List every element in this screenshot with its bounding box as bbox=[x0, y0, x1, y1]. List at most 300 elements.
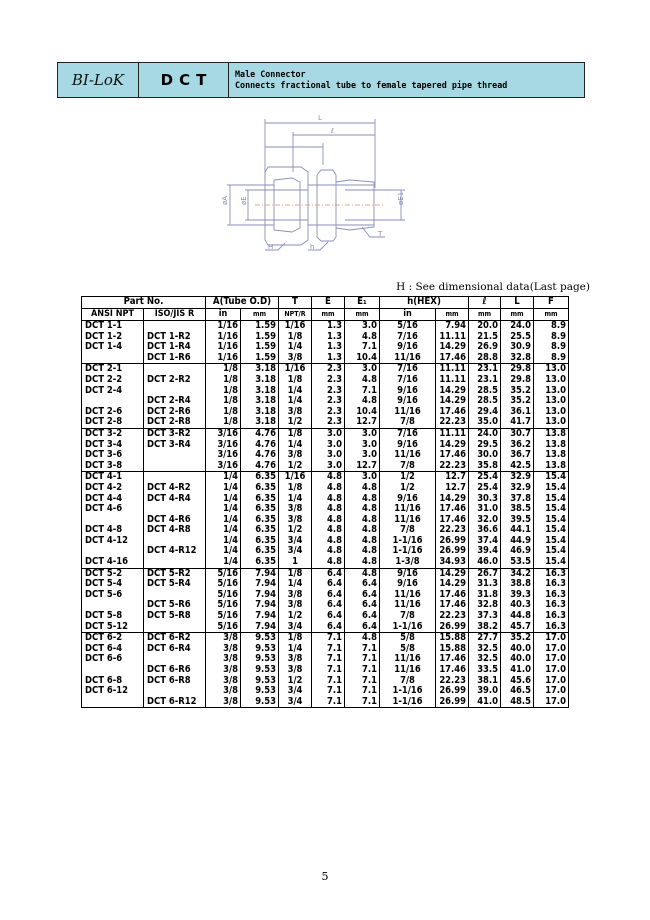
col-t: T bbox=[279, 297, 312, 309]
cell-l-big: 36.7 bbox=[501, 450, 534, 461]
unit-h-in: in bbox=[380, 309, 436, 321]
cell-iso-jis bbox=[144, 321, 206, 332]
cell-iso-jis: DCT 5-R6 bbox=[144, 600, 206, 611]
cell-h-mm: 11.11 bbox=[436, 428, 469, 439]
cell-f: 16.3 bbox=[534, 600, 569, 611]
cell-h-mm: 26.99 bbox=[436, 536, 469, 547]
cell-f: 15.4 bbox=[534, 557, 569, 568]
table-row bbox=[82, 461, 569, 472]
cell-h-in: 7/8 bbox=[380, 676, 436, 687]
cell-l-big: 32.9 bbox=[501, 483, 534, 494]
dim-label-E: øE bbox=[240, 196, 248, 205]
cell-f: 16.3 bbox=[534, 622, 569, 633]
cell-ansi-npt: DCT 2-6 bbox=[82, 407, 144, 418]
cell-h-in: 7/8 bbox=[380, 417, 436, 428]
table-row bbox=[82, 353, 569, 364]
unit-h-mm: mm bbox=[436, 309, 469, 321]
table-row bbox=[82, 557, 569, 568]
cell-l-big: 40.3 bbox=[501, 600, 534, 611]
cell-h-in: 11/16 bbox=[380, 654, 436, 665]
cell-a-in: 3/8 bbox=[206, 665, 241, 676]
cell-a-in: 1/16 bbox=[206, 332, 241, 343]
cell-h-in: 7/8 bbox=[380, 525, 436, 536]
cell-h-mm: 17.46 bbox=[436, 450, 469, 461]
cell-ansi-npt: DCT 6-8 bbox=[82, 676, 144, 687]
cell-a-mm: 7.94 bbox=[241, 590, 279, 601]
cell-l-big: 35.2 bbox=[501, 396, 534, 407]
cell-l-small: 32.5 bbox=[469, 644, 501, 655]
cell-ansi-npt: DCT 4-16 bbox=[82, 557, 144, 568]
cell-e: 2.3 bbox=[312, 364, 345, 375]
cell-e1: 3.0 bbox=[345, 472, 380, 483]
cell-e: 1.3 bbox=[312, 332, 345, 343]
cell-l-small: 26.9 bbox=[469, 342, 501, 353]
cell-t: 3/8 bbox=[279, 450, 312, 461]
cell-t: 1/2 bbox=[279, 676, 312, 687]
cell-h-mm: 14.29 bbox=[436, 386, 469, 397]
cell-h-mm: 22.23 bbox=[436, 525, 469, 536]
cell-h-in: 7/16 bbox=[380, 375, 436, 386]
cell-a-in: 5/16 bbox=[206, 579, 241, 590]
cell-f: 15.4 bbox=[534, 472, 569, 483]
cell-iso-jis: DCT 3-R4 bbox=[144, 440, 206, 451]
cell-l-big: 42.5 bbox=[501, 461, 534, 472]
cell-a-mm: 6.35 bbox=[241, 472, 279, 483]
cell-a-in: 1/4 bbox=[206, 504, 241, 515]
cell-ansi-npt: DCT 2-1 bbox=[82, 364, 144, 375]
col-e1: E₁ bbox=[345, 297, 380, 309]
cell-t: 1/4 bbox=[279, 386, 312, 397]
cell-ansi-npt: DCT 4-1 bbox=[82, 472, 144, 483]
unit-l-small: mm bbox=[469, 309, 501, 321]
cell-ansi-npt: DCT 2-4 bbox=[82, 386, 144, 397]
cell-h-in: 11/16 bbox=[380, 590, 436, 601]
cell-f: 8.9 bbox=[534, 321, 569, 332]
cell-a-mm: 9.53 bbox=[241, 697, 279, 708]
col-tube-od: A(Tube O.D) bbox=[206, 297, 279, 309]
cell-t: 1/8 bbox=[279, 428, 312, 439]
cell-l-small: 32.0 bbox=[469, 515, 501, 526]
cell-a-mm: 6.35 bbox=[241, 525, 279, 536]
cell-t: 3/8 bbox=[279, 515, 312, 526]
cell-e: 7.1 bbox=[312, 686, 345, 697]
cell-e: 7.1 bbox=[312, 654, 345, 665]
unit-t: NPT/R bbox=[279, 309, 312, 321]
cell-h-in: 1-1/16 bbox=[380, 536, 436, 547]
cell-e: 1.3 bbox=[312, 321, 345, 332]
cell-l-big: 39.5 bbox=[501, 515, 534, 526]
cell-e1: 3.0 bbox=[345, 450, 380, 461]
cell-t: 1/4 bbox=[279, 342, 312, 353]
cell-f: 8.9 bbox=[534, 332, 569, 343]
cell-e: 6.4 bbox=[312, 579, 345, 590]
cell-e: 4.8 bbox=[312, 515, 345, 526]
cell-l-big: 44.1 bbox=[501, 525, 534, 536]
cell-ansi-npt: DCT 4-2 bbox=[82, 483, 144, 494]
cell-h-in: 11/16 bbox=[380, 407, 436, 418]
cell-a-mm: 7.94 bbox=[241, 568, 279, 579]
cell-iso-jis bbox=[144, 450, 206, 461]
product-description bbox=[229, 63, 584, 97]
cell-h-mm: 7.94 bbox=[436, 321, 469, 332]
cell-a-in: 5/16 bbox=[206, 600, 241, 611]
cell-iso-jis: DCT 6-R12 bbox=[144, 697, 206, 708]
cell-h-in: 5/8 bbox=[380, 633, 436, 644]
cell-f: 15.4 bbox=[534, 515, 569, 526]
cell-ansi-npt: DCT 3-8 bbox=[82, 461, 144, 472]
cell-h-mm: 17.46 bbox=[436, 353, 469, 364]
cell-t: 3/8 bbox=[279, 600, 312, 611]
cell-a-mm: 3.18 bbox=[241, 407, 279, 418]
cell-h-in: 9/16 bbox=[380, 440, 436, 451]
cell-t: 3/8 bbox=[279, 654, 312, 665]
cell-l-small: 38.2 bbox=[469, 622, 501, 633]
cell-a-in: 3/16 bbox=[206, 450, 241, 461]
cell-h-mm: 26.99 bbox=[436, 546, 469, 557]
cell-h-in: 11/16 bbox=[380, 353, 436, 364]
cell-h-in: 9/16 bbox=[380, 579, 436, 590]
cell-h-in: 1-1/16 bbox=[380, 686, 436, 697]
cell-t: 3/8 bbox=[279, 504, 312, 515]
cell-l-small: 31.3 bbox=[469, 579, 501, 590]
cell-h-mm: 17.46 bbox=[436, 590, 469, 601]
col-l-small: ℓ bbox=[469, 297, 501, 309]
cell-e: 6.4 bbox=[312, 622, 345, 633]
cell-a-mm: 9.53 bbox=[241, 644, 279, 655]
cell-l-small: 24.0 bbox=[469, 428, 501, 439]
unit-e: mm bbox=[312, 309, 345, 321]
cell-ansi-npt: DCT 1-2 bbox=[82, 332, 144, 343]
unit-a-in: in bbox=[206, 309, 241, 321]
cell-h-mm: 17.46 bbox=[436, 515, 469, 526]
cell-l-big: 36.1 bbox=[501, 407, 534, 418]
cell-l-big: 38.8 bbox=[501, 579, 534, 590]
cell-t: 1/2 bbox=[279, 417, 312, 428]
cell-l-small: 35.0 bbox=[469, 417, 501, 428]
cell-e1: 4.8 bbox=[345, 504, 380, 515]
cell-h-mm: 14.29 bbox=[436, 440, 469, 451]
cell-f: 8.9 bbox=[534, 353, 569, 364]
cell-h-in: 9/16 bbox=[380, 396, 436, 407]
product-code: DCT bbox=[139, 63, 229, 97]
cell-l-small: 37.4 bbox=[469, 536, 501, 547]
cell-ansi-npt: DCT 6-4 bbox=[82, 644, 144, 655]
cell-a-mm: 1.59 bbox=[241, 321, 279, 332]
cell-h-mm: 17.46 bbox=[436, 504, 469, 515]
cell-f: 13.8 bbox=[534, 428, 569, 439]
col-hex: h(HEX) bbox=[380, 297, 469, 309]
cell-iso-jis bbox=[144, 622, 206, 633]
cell-h-in: 9/16 bbox=[380, 568, 436, 579]
cell-a-in: 3/16 bbox=[206, 428, 241, 439]
cell-l-big: 30.7 bbox=[501, 428, 534, 439]
table-row bbox=[82, 321, 569, 332]
cell-a-in: 1/8 bbox=[206, 407, 241, 418]
cell-h-in: 11/16 bbox=[380, 450, 436, 461]
cell-a-mm: 3.18 bbox=[241, 417, 279, 428]
cell-iso-jis: DCT 3-R2 bbox=[144, 428, 206, 439]
cell-f: 8.9 bbox=[534, 342, 569, 353]
cell-f: 13.8 bbox=[534, 450, 569, 461]
cell-h-in: 9/16 bbox=[380, 494, 436, 505]
cell-h-mm: 12.7 bbox=[436, 472, 469, 483]
cell-t: 3/8 bbox=[279, 590, 312, 601]
cell-h-in: 1-1/16 bbox=[380, 546, 436, 557]
cell-l-big: 44.9 bbox=[501, 536, 534, 547]
dim-label-E1: øE1 bbox=[397, 191, 405, 205]
cell-a-in: 1/8 bbox=[206, 386, 241, 397]
cell-a-mm: 3.18 bbox=[241, 386, 279, 397]
cell-e1: 4.8 bbox=[345, 546, 380, 557]
cell-a-mm: 9.53 bbox=[241, 686, 279, 697]
dim-label-T: T bbox=[378, 230, 383, 238]
cell-a-in: 3/8 bbox=[206, 676, 241, 687]
cell-e: 4.8 bbox=[312, 536, 345, 547]
cell-l-big: 36.2 bbox=[501, 440, 534, 451]
cell-a-in: 1/4 bbox=[206, 557, 241, 568]
col-ansi-npt: ANSI NPT bbox=[82, 309, 144, 321]
cell-l-big: 29.8 bbox=[501, 375, 534, 386]
cell-h-in: 11/16 bbox=[380, 665, 436, 676]
cell-ansi-npt: DCT 4-12 bbox=[82, 536, 144, 547]
cell-h-mm: 12.7 bbox=[436, 483, 469, 494]
cell-e: 4.8 bbox=[312, 472, 345, 483]
cell-ansi-npt: DCT 6-6 bbox=[82, 654, 144, 665]
cell-l-big: 30.9 bbox=[501, 342, 534, 353]
cell-a-mm: 3.18 bbox=[241, 375, 279, 386]
cell-e: 3.0 bbox=[312, 428, 345, 439]
cell-iso-jis: DCT 2-R4 bbox=[144, 396, 206, 407]
cell-a-mm: 6.35 bbox=[241, 515, 279, 526]
cell-h-in: 7/16 bbox=[380, 364, 436, 375]
cell-t: 1/16 bbox=[279, 364, 312, 375]
cell-l-small: 39.0 bbox=[469, 686, 501, 697]
cell-ansi-npt: DCT 5-2 bbox=[82, 568, 144, 579]
cell-l-small: 36.6 bbox=[469, 525, 501, 536]
cell-l-small: 38.1 bbox=[469, 676, 501, 687]
cell-e1: 10.4 bbox=[345, 407, 380, 418]
cell-e1: 3.0 bbox=[345, 428, 380, 439]
cell-e1: 4.8 bbox=[345, 396, 380, 407]
cell-t: 1/8 bbox=[279, 568, 312, 579]
cell-f: 15.4 bbox=[534, 525, 569, 536]
cell-a-mm: 1.59 bbox=[241, 332, 279, 343]
cell-l-big: 40.0 bbox=[501, 644, 534, 655]
cell-h-in: 7/16 bbox=[380, 428, 436, 439]
cell-e: 3.0 bbox=[312, 461, 345, 472]
cell-a-in: 1/4 bbox=[206, 472, 241, 483]
cell-l-big: 40.0 bbox=[501, 654, 534, 665]
dim-label-h: h bbox=[310, 243, 315, 251]
table-row bbox=[82, 483, 569, 494]
cell-e: 4.8 bbox=[312, 504, 345, 515]
cell-e: 6.4 bbox=[312, 600, 345, 611]
cell-e1: 4.8 bbox=[345, 494, 380, 505]
cell-l-big: 25.5 bbox=[501, 332, 534, 343]
cell-h-mm: 17.46 bbox=[436, 654, 469, 665]
table-body bbox=[82, 321, 569, 708]
table-row bbox=[82, 622, 569, 633]
cell-a-mm: 9.53 bbox=[241, 665, 279, 676]
cell-e: 3.0 bbox=[312, 440, 345, 451]
cell-iso-jis: DCT 4-R12 bbox=[144, 546, 206, 557]
cell-l-small: 26.7 bbox=[469, 568, 501, 579]
cell-a-in: 1/8 bbox=[206, 375, 241, 386]
cell-f: 13.8 bbox=[534, 461, 569, 472]
cell-l-small: 25.4 bbox=[469, 472, 501, 483]
cell-f: 17.0 bbox=[534, 654, 569, 665]
col-l-big: L bbox=[501, 297, 534, 309]
cell-h-mm: 11.11 bbox=[436, 375, 469, 386]
cell-f: 13.0 bbox=[534, 407, 569, 418]
cell-e: 2.3 bbox=[312, 407, 345, 418]
cell-a-mm: 4.76 bbox=[241, 440, 279, 451]
dim-label-l: ℓ bbox=[331, 127, 334, 135]
cell-ansi-npt: DCT 6-12 bbox=[82, 686, 144, 697]
cell-a-in: 1/4 bbox=[206, 515, 241, 526]
cell-a-in: 1/4 bbox=[206, 536, 241, 547]
cell-e1: 6.4 bbox=[345, 579, 380, 590]
cell-e: 4.8 bbox=[312, 557, 345, 568]
cell-t: 1/2 bbox=[279, 525, 312, 536]
cell-e: 1.3 bbox=[312, 342, 345, 353]
cell-e1: 4.8 bbox=[345, 536, 380, 547]
cell-l-small: 33.5 bbox=[469, 665, 501, 676]
cell-e1: 4.8 bbox=[345, 633, 380, 644]
cell-a-mm: 6.35 bbox=[241, 546, 279, 557]
cell-h-mm: 14.29 bbox=[436, 579, 469, 590]
cell-e1: 7.1 bbox=[345, 665, 380, 676]
cell-ansi-npt bbox=[82, 353, 144, 364]
unit-f: mm bbox=[534, 309, 569, 321]
cell-iso-jis: DCT 1-R4 bbox=[144, 342, 206, 353]
cell-iso-jis: DCT 6-R4 bbox=[144, 644, 206, 655]
cell-e1: 7.1 bbox=[345, 386, 380, 397]
title-banner bbox=[57, 62, 585, 98]
cell-a-in: 1/8 bbox=[206, 396, 241, 407]
cell-ansi-npt: DCT 2-8 bbox=[82, 417, 144, 428]
cell-a-in: 5/16 bbox=[206, 590, 241, 601]
table-row bbox=[82, 697, 569, 708]
cell-l-big: 34.2 bbox=[501, 568, 534, 579]
cell-e: 2.3 bbox=[312, 386, 345, 397]
cell-a-mm: 6.35 bbox=[241, 494, 279, 505]
cell-a-in: 1/8 bbox=[206, 417, 241, 428]
cell-e: 1.3 bbox=[312, 353, 345, 364]
cell-e1: 3.0 bbox=[345, 440, 380, 451]
cell-f: 17.0 bbox=[534, 697, 569, 708]
cell-a-in: 3/8 bbox=[206, 697, 241, 708]
cell-l-big: 41.0 bbox=[501, 665, 534, 676]
cell-f: 15.4 bbox=[534, 504, 569, 515]
cell-h-mm: 26.99 bbox=[436, 622, 469, 633]
cell-l-small: 28.8 bbox=[469, 353, 501, 364]
cell-h-mm: 22.23 bbox=[436, 676, 469, 687]
cell-t: 3/4 bbox=[279, 697, 312, 708]
cell-a-mm: 7.94 bbox=[241, 579, 279, 590]
cell-f: 17.0 bbox=[534, 665, 569, 676]
header-row-2 bbox=[82, 309, 569, 321]
cell-t: 1/8 bbox=[279, 483, 312, 494]
table-row bbox=[82, 417, 569, 428]
cell-iso-jis: DCT 1-R6 bbox=[144, 353, 206, 364]
cell-l-big: 35.2 bbox=[501, 633, 534, 644]
cell-ansi-npt: DCT 5-6 bbox=[82, 590, 144, 601]
cell-l-small: 29.5 bbox=[469, 440, 501, 451]
header-row-1 bbox=[82, 297, 569, 309]
col-e: E bbox=[312, 297, 345, 309]
cell-t: 1/16 bbox=[279, 321, 312, 332]
cell-e: 7.1 bbox=[312, 665, 345, 676]
cell-l-big: 46.5 bbox=[501, 686, 534, 697]
cell-e1: 6.4 bbox=[345, 622, 380, 633]
cell-l-small: 41.0 bbox=[469, 697, 501, 708]
cell-h-mm: 17.46 bbox=[436, 407, 469, 418]
cell-iso-jis: DCT 6-R8 bbox=[144, 676, 206, 687]
cell-e1: 6.4 bbox=[345, 611, 380, 622]
cell-f: 15.4 bbox=[534, 494, 569, 505]
cell-e: 7.1 bbox=[312, 697, 345, 708]
dimension-table bbox=[81, 296, 569, 708]
cell-l-big: 46.9 bbox=[501, 546, 534, 557]
cell-t: 1/4 bbox=[279, 494, 312, 505]
cell-l-small: 31.0 bbox=[469, 504, 501, 515]
cell-ansi-npt bbox=[82, 665, 144, 676]
cell-h-mm: 26.99 bbox=[436, 697, 469, 708]
cell-l-big: 32.9 bbox=[501, 472, 534, 483]
cell-iso-jis: DCT 6-R6 bbox=[144, 665, 206, 676]
cell-ansi-npt bbox=[82, 697, 144, 708]
cell-f: 17.0 bbox=[534, 686, 569, 697]
cell-l-small: 20.0 bbox=[469, 321, 501, 332]
cell-f: 13.8 bbox=[534, 440, 569, 451]
cell-e1: 4.8 bbox=[345, 515, 380, 526]
cell-e: 3.0 bbox=[312, 450, 345, 461]
cell-e1: 7.1 bbox=[345, 342, 380, 353]
cell-t: 1/8 bbox=[279, 375, 312, 386]
unit-e1: mm bbox=[345, 309, 380, 321]
cell-h-in: 7/8 bbox=[380, 461, 436, 472]
cell-t: 1/4 bbox=[279, 644, 312, 655]
cell-h-mm: 17.46 bbox=[436, 665, 469, 676]
cell-ansi-npt: DCT 4-4 bbox=[82, 494, 144, 505]
cell-iso-jis: DCT 5-R4 bbox=[144, 579, 206, 590]
cell-a-in: 1/16 bbox=[206, 321, 241, 332]
cell-e: 2.3 bbox=[312, 417, 345, 428]
cell-ansi-npt: DCT 5-12 bbox=[82, 622, 144, 633]
cell-e1: 4.8 bbox=[345, 483, 380, 494]
unit-l-big: mm bbox=[501, 309, 534, 321]
cell-l-small: 30.3 bbox=[469, 494, 501, 505]
cell-e1: 4.8 bbox=[345, 568, 380, 579]
cell-t: 1/2 bbox=[279, 611, 312, 622]
cell-f: 13.0 bbox=[534, 386, 569, 397]
cell-ansi-npt: DCT 3-2 bbox=[82, 428, 144, 439]
cell-l-big: 53.5 bbox=[501, 557, 534, 568]
cell-h-mm: 15.88 bbox=[436, 644, 469, 655]
cell-e: 4.8 bbox=[312, 525, 345, 536]
cell-h-in: 5/8 bbox=[380, 644, 436, 655]
cell-l-big: 39.3 bbox=[501, 590, 534, 601]
cell-t: 3/8 bbox=[279, 407, 312, 418]
cell-iso-jis bbox=[144, 461, 206, 472]
cell-iso-jis: DCT 2-R2 bbox=[144, 375, 206, 386]
cell-h-in: 11/16 bbox=[380, 515, 436, 526]
cell-iso-jis: DCT 6-R2 bbox=[144, 633, 206, 644]
cell-l-small: 37.3 bbox=[469, 611, 501, 622]
cell-e1: 7.1 bbox=[345, 697, 380, 708]
cell-h-in: 1-3/8 bbox=[380, 557, 436, 568]
